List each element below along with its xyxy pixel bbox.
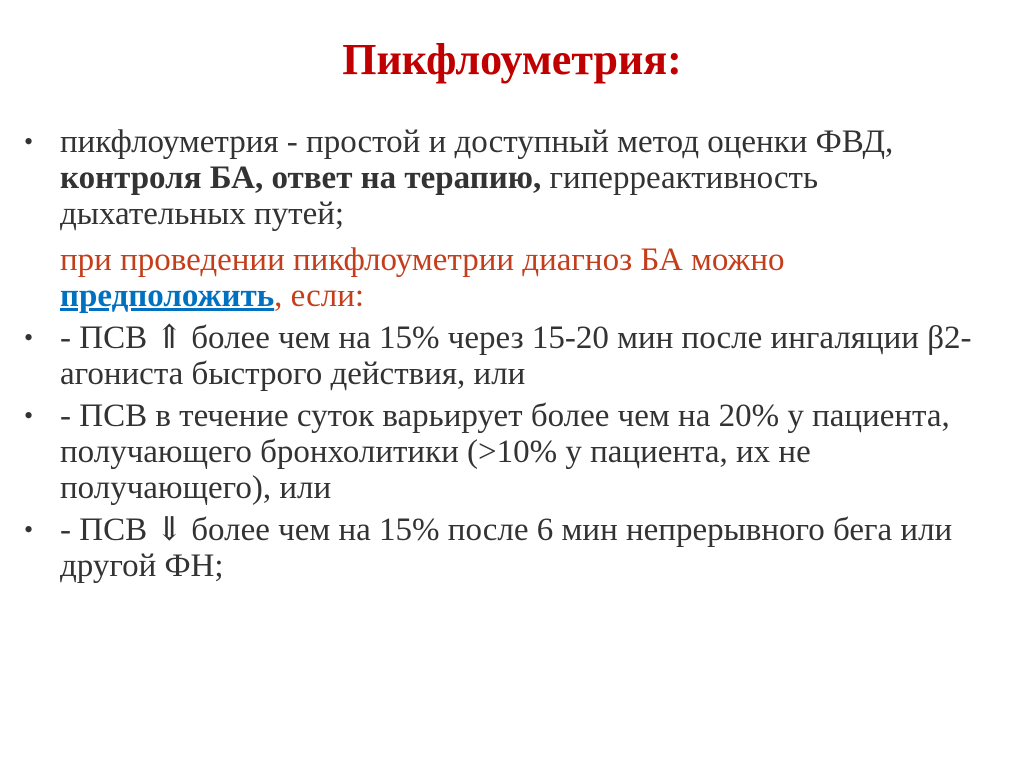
item-text: - ПСВ ⇓ более чем на 15% после 6 мин непрерывного бега или другой ФН;: [60, 512, 953, 584]
item-text: пикфлоуметрия - простой и доступный метод оценки ФВД,: [60, 124, 894, 160]
item-text: - ПСВ в течение суток варьирует более чем на 20% у пациента, получающего бронхолитики (>10% у пациента, их не получающего), или: [60, 398, 950, 506]
bullet-dot: •: [24, 323, 34, 352]
bullet-dot: •: [24, 515, 34, 544]
bullet-item-psv-variation: [24, 398, 1004, 506]
bullet-dot: •: [24, 401, 34, 430]
sub-emphasis-link[interactable]: предположить: [60, 278, 275, 314]
bullet-item-psv-increase: [24, 320, 1004, 392]
slide-title: Пикфлоуметрия:: [342, 35, 682, 84]
bullet-dot: •: [24, 127, 34, 156]
sub-text-continued: , если:: [274, 278, 365, 314]
sub-text: при проведении пикфлоуметрии диагноз БА можно: [60, 242, 785, 278]
item-text-continued: гиперреактивность дыхательных путей;: [60, 160, 819, 232]
item-bold-text: контроля БА, ответ на терапию,: [60, 160, 542, 196]
item-text: - ПСВ ⇑ более чем на 15% через 15-20 мин после ингаляции β2-агониста быстрого действия, или: [60, 320, 972, 392]
sub-paragraph-diagnosis: [24, 242, 1004, 314]
bullet-item-method: [24, 124, 1004, 232]
bullet-item-psv-decrease: [24, 512, 1004, 584]
bullet-list: [24, 124, 1004, 584]
